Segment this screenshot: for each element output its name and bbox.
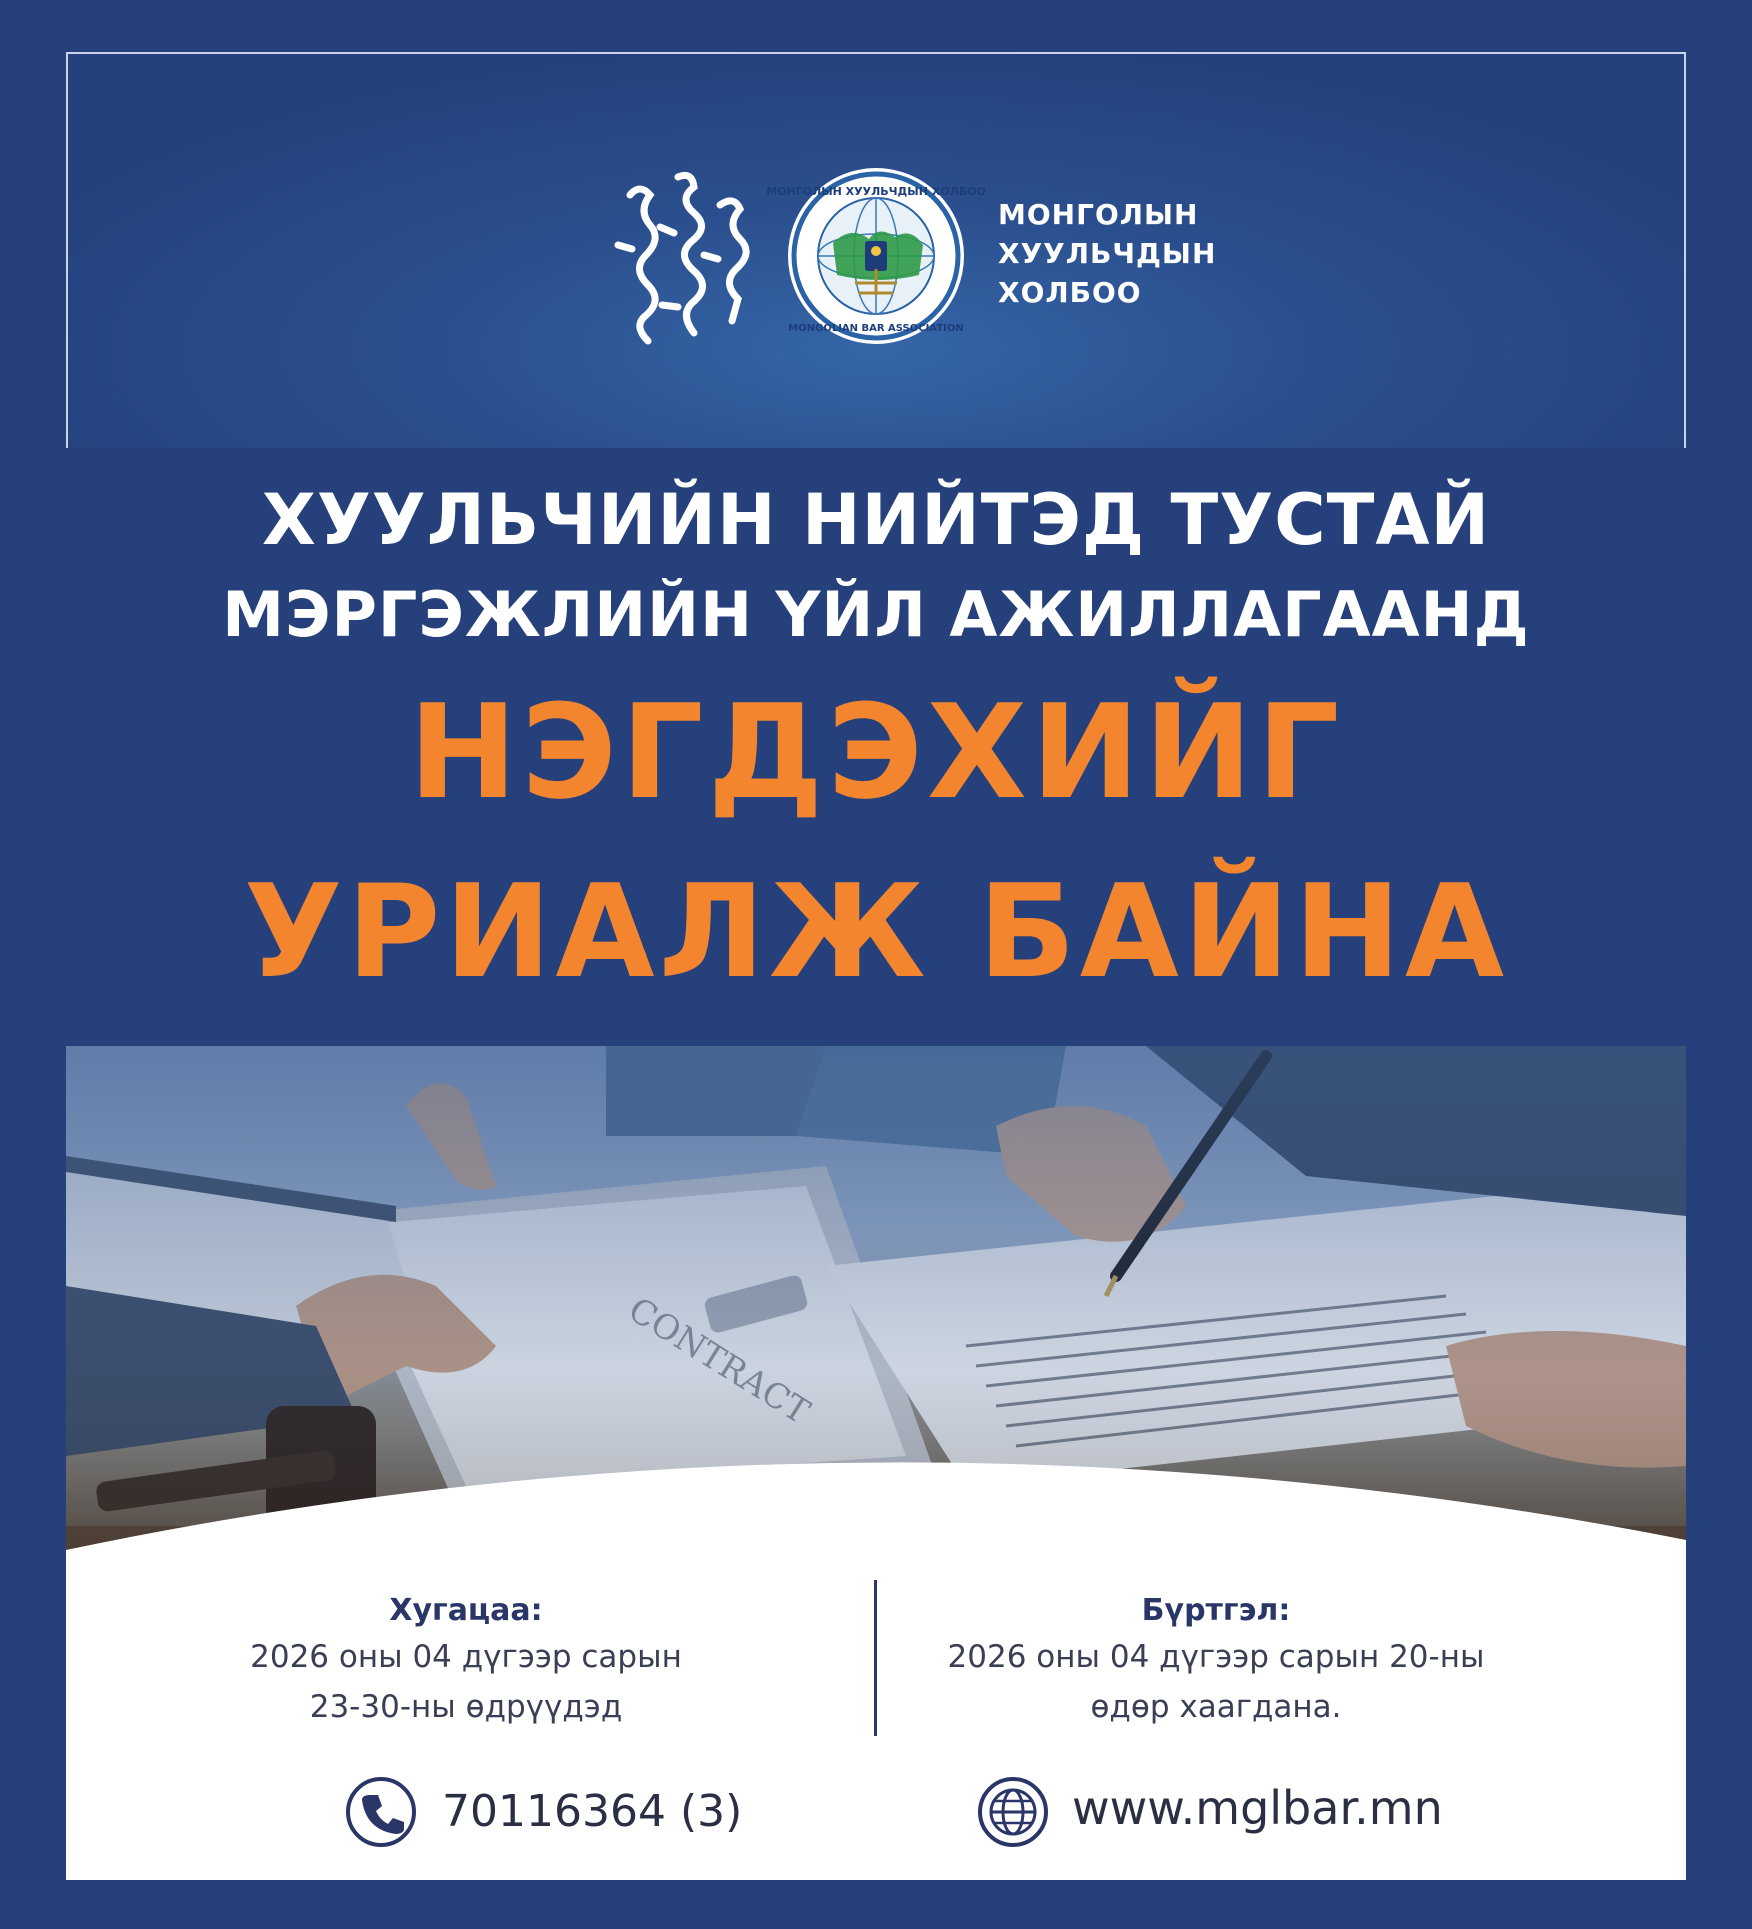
seal-bottom-text: MONGOLIAN BAR ASSOCIATION bbox=[788, 323, 964, 334]
duration-block bbox=[216, 1590, 716, 1732]
info-panel bbox=[66, 1440, 1686, 1880]
logo-row bbox=[600, 165, 1300, 355]
headline-line-4: УРИАЛЖ БАЙНА bbox=[243, 858, 1509, 1007]
globe-icon bbox=[976, 1775, 1050, 1849]
org-name-line-2: ХУУЛЬЧДЫН bbox=[998, 237, 1217, 270]
registration-line-2: өдөр хаагдана. bbox=[1090, 1689, 1342, 1725]
duration-label: Хугацаа: bbox=[389, 1593, 543, 1628]
headline-line-1: ХУУЛЬЧИЙН НИЙТЭД ТУСТАЙ bbox=[261, 479, 1491, 561]
headline bbox=[0, 470, 1752, 1020]
phone-icon bbox=[344, 1775, 418, 1849]
org-name-line-3: ХОЛБОО bbox=[998, 276, 1142, 309]
bar-association-seal-icon bbox=[766, 165, 986, 347]
registration-label: Бүртгэл: bbox=[1141, 1593, 1291, 1628]
organization-name bbox=[998, 195, 1216, 312]
org-name-line-1: МОНГОЛЫН bbox=[998, 198, 1199, 231]
duration-line-2: 23-30-ны өдрүүдэд bbox=[309, 1689, 623, 1725]
phone-number[interactable]: 70116364 (3) bbox=[442, 1786, 743, 1837]
mongolian-script-logo bbox=[600, 165, 760, 355]
registration-block bbox=[896, 1590, 1536, 1732]
duration-line-1: 2026 оны 04 дүгээр сарын bbox=[250, 1639, 682, 1675]
headline-line-2: МЭРГЭЖЛИЙН ҮЙЛ АЖИЛЛАГААНД bbox=[222, 578, 1530, 651]
registration-line-1: 2026 оны 04 дүгээр сарын 20-ны bbox=[947, 1639, 1485, 1675]
column-divider bbox=[874, 1580, 877, 1736]
website-link[interactable]: www.mglbar.mn bbox=[1072, 1781, 1443, 1835]
seal-top-text: МОНГОЛЫН ХУУЛЬЧДЫН ХОЛБОО bbox=[766, 185, 986, 198]
headline-line-3: НЭГДЭХИЙГ bbox=[408, 676, 1344, 828]
